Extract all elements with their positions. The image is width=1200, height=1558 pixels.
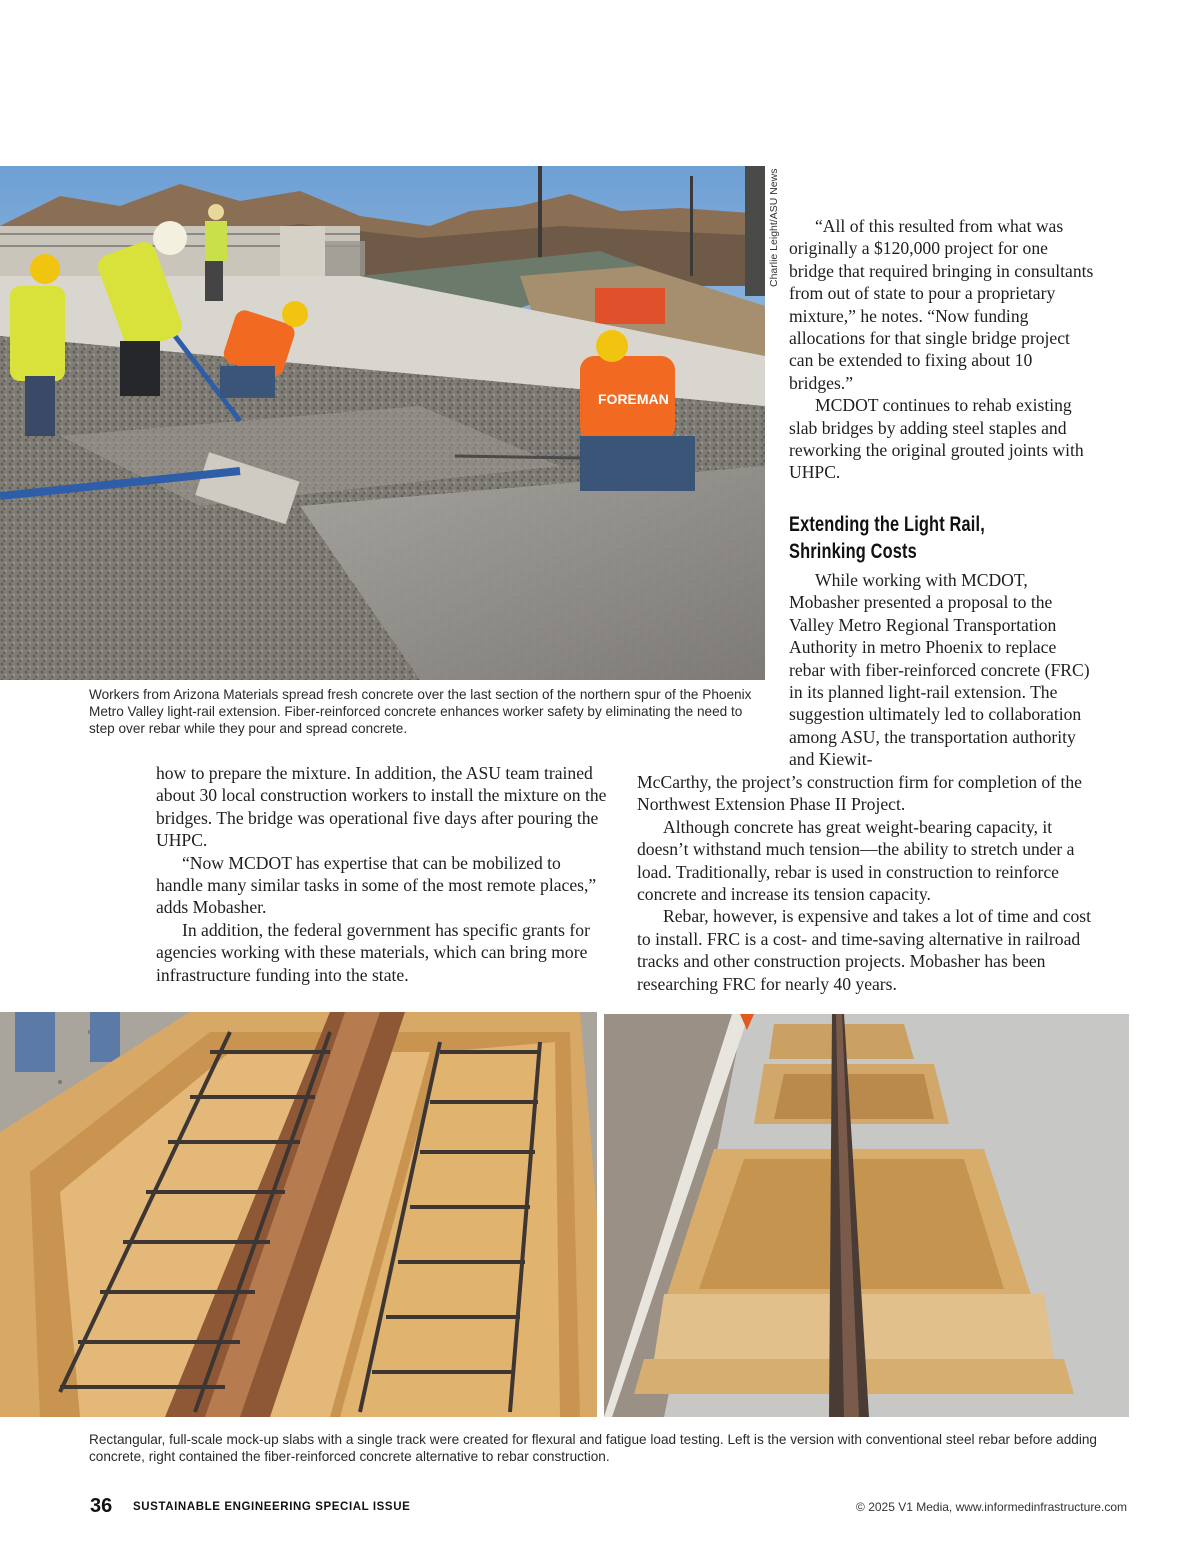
paragraph: In addition, the federal government has specific grants for agencies working with these materials, which can bring more infrastructure funding into the state.	[156, 919, 590, 985]
paragraph: “All of this resulted from what was originally a $120,000 project for one bridge that required bringing in consultants from out of state to pour a proprietary mixture,” he notes. “Now funding allocations for that single bridge project can be extended to fixing about 10 bridges.”	[789, 216, 1094, 393]
photo-caption-bottom: Rectangular, full-scale mock-up slabs with a single track were created for flexural and fatigue load testing. Left is the version with conventional steel rebar before adding concrete, right contained the fiber-reinforced concrete alternative to rebar construction.	[89, 1432, 1097, 1465]
photo-concrete-pour	[0, 166, 765, 680]
photo-caption-top: Workers from Arizona Materials spread fresh concrete over the last section of the northern spur of the Phoenix Metro Valley light-rail extension. Fiber-reinforced concrete enhances worker safety by eliminating the need to step over rebar while they pour and spread concrete.	[89, 687, 752, 737]
paragraph: Although concrete has great weight-bearing capacity, it doesn’t withstand much tension—the ability to stretch under a load. Traditionally, rebar is used in construction to reinforce concrete and increase its tension capacity.	[637, 816, 1075, 905]
page-number: 36	[90, 1495, 113, 1517]
photo-frc-slabs	[604, 1014, 1129, 1417]
photo-rebar-formwork	[0, 1012, 597, 1417]
left-column-lower	[156, 762, 611, 986]
paragraph: how to prepare the mixture. In addition, the ASU team trained about 30 local construction workers to install the mixture on the bridges. The bridge was operational five days after pouring the UHPC.	[156, 763, 607, 851]
right-column-lower	[637, 771, 1092, 995]
paragraph: MCDOT continues to rehab existing slab bridges by adding steel staples and reworking the original grouted joints with UHPC.	[789, 395, 1084, 483]
right-column-upper	[789, 215, 1096, 484]
paragraph: “Now MCDOT has expertise that can be mobilized to handle many similar tasks in some of the most remote places,” adds Mobasher.	[156, 852, 597, 918]
copyright: © 2025 V1 Media, www.informedinfrastructure.com	[856, 1500, 1127, 1514]
right-column-middle	[789, 569, 1094, 771]
paragraph: Rebar, however, is expensive and takes a lot of time and cost to install. FRC is a cost- and time-saving alternative in railroad tracks and other construction projects. Mobasher has been researching FRC for nearly 40 years.	[637, 906, 1092, 994]
heading-line-1: Extending the Light Rail,	[789, 513, 985, 536]
photo-credit: Charlie Leight/ASU News	[768, 168, 780, 287]
heading-line-2: Shrinking Costs	[789, 540, 917, 563]
svg-text:FOREMAN: FOREMAN	[598, 391, 669, 407]
section-heading	[789, 511, 1189, 565]
paragraph: While working with MCDOT, Mobasher presented a proposal to the Valley Metro Regional Transportation Authority in metro Phoenix to replace rebar with fiber-reinforced concrete (FRC) in its planned light-rail extension. The suggestion ultimately led to collaboration among ASU, the transportation authority and Kiewit-	[789, 570, 1090, 770]
publication-title: SUSTAINABLE ENGINEERING SPECIAL ISSUE	[133, 1501, 411, 1513]
paragraph: McCarthy, the project’s construction firm for completion of the Northwest Extension Phase II Project.	[637, 772, 1082, 815]
